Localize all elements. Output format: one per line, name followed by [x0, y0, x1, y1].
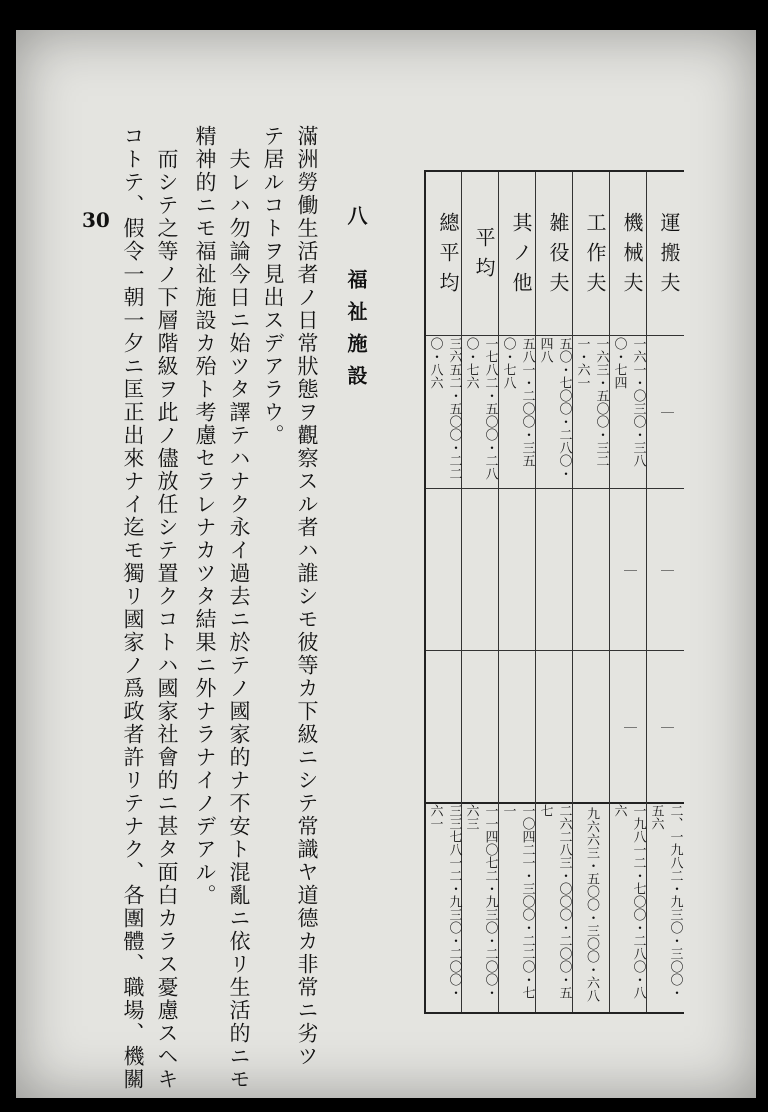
table-column: [424, 172, 463, 1012]
table-cell: 一六三・五〇〇・三二一・六一: [574, 337, 609, 467]
table-cell: 五〇・七〇〇・二八〇・四八: [537, 337, 572, 480]
body-line: 夫レハ勿論今日ニ始ツタ譯テハナク永イ過去ニ於テノ國家的ナ不安ト混亂ニ依リ生活的ニモ: [227, 148, 251, 1091]
column-header: 總平均: [436, 212, 460, 302]
table-cell: 一七八二・五〇〇・二八〇・七六: [463, 337, 498, 480]
column-header: 雑役夫: [546, 212, 570, 302]
page-number: 30: [82, 208, 110, 232]
table-column: [609, 172, 647, 1012]
table-cell: 五八一・二〇〇・三五〇・七八: [500, 337, 535, 467]
table-cell: 二六二八三・〇〇〇・二〇〇・五七: [537, 804, 572, 999]
table-column: [498, 172, 536, 1012]
table-cell: ｜: [658, 563, 673, 577]
body-line: テ居ルコトヲ見出スデアラウ。: [261, 125, 285, 447]
section-heading: 八 福祉施設: [344, 205, 368, 397]
table-cell: 三六五二・五〇〇・二二〇・八六: [427, 337, 462, 480]
table-cell: ｜: [621, 563, 636, 577]
body-line: コトテ、假令一朝一夕ニ匡正出來ナイ迄モ獨リ國家ノ爲政者許リテナク、各團體、職場、機關: [121, 125, 145, 1091]
column-header: 工作夫: [583, 212, 607, 302]
table-column: [461, 172, 499, 1012]
table-column: [572, 172, 610, 1012]
table-cell: ｜: [658, 405, 673, 419]
table-cell: 一六一・〇三〇・三八〇・七四: [611, 337, 646, 467]
table-cell: 一九八一二・七〇〇・二八〇・八六: [611, 804, 646, 999]
table-cell: 三三七八一二・九三〇・二〇〇・六一: [427, 804, 462, 999]
table-cell: ｜: [658, 720, 673, 734]
table-column: [646, 172, 684, 1012]
body-line: 而シテ之等ノ下層階級ヲ此ノ儘放任シテ置クコトハ國家社會的ニ甚タ面白カラス憂慮スヘキ: [155, 148, 179, 1091]
table-cell: 九六六三・五〇〇・三〇〇・六八: [584, 806, 599, 1002]
table-cell: 二、一九八二・九三〇・三〇〇・五六: [648, 804, 683, 999]
body-line: 滿洲勞働生活者ノ日常狀態ヲ觀察スル者ハ誰シモ彼等カ下級ニシテ常識ヤ道德カ非常ニ劣ツ: [295, 125, 319, 1068]
table-cell: 一一四〇七二・九三〇・二〇〇・六三: [463, 804, 498, 999]
document-page: [16, 30, 756, 1098]
wage-statistics-table: [424, 170, 684, 1014]
table-cell: ｜: [621, 720, 636, 734]
table-cell: 一〇四二一・三〇〇・二二〇・七一: [500, 804, 535, 999]
column-header: 運搬夫: [657, 212, 681, 302]
column-header: 其ノ他: [509, 212, 533, 302]
table-column: [535, 172, 573, 1012]
column-header: 平均: [472, 227, 496, 287]
body-line: 精神的ニモ福祉施設カ殆ト考慮セラレナカツタ結果ニ外ナラナイノデアル。: [193, 125, 217, 907]
column-header: 機械夫: [620, 212, 644, 302]
